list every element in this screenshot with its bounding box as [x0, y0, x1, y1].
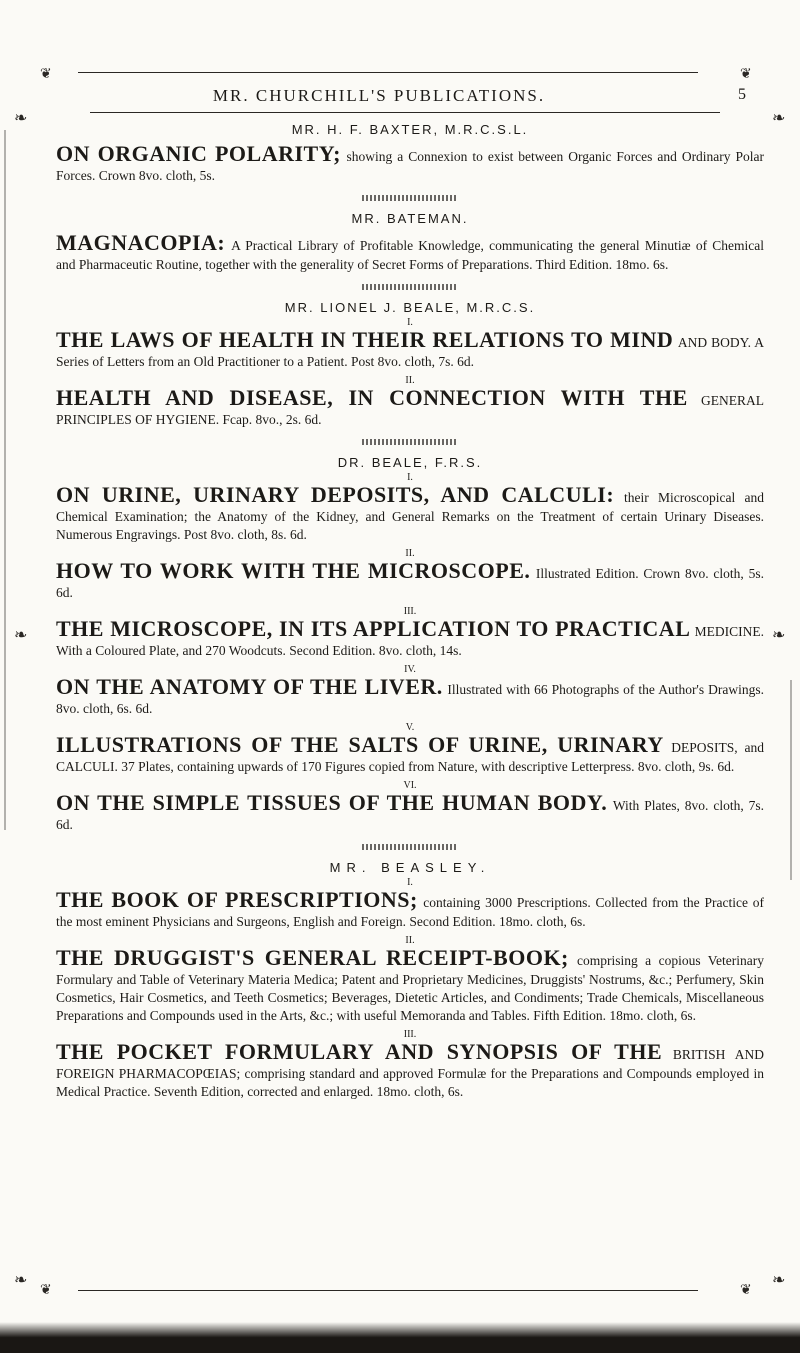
- entry-title: THE DRUGGIST'S GENERAL RECEIPT-BOOK;: [56, 945, 569, 970]
- catalogue-entry: [56, 327, 764, 371]
- entry-description: Illustrated Edition. Crown 8vo. cloth, 5s. 6d.: [56, 566, 765, 600]
- entry-title: THE MICROSCOPE, IN ITS APPLICATION TO PRACTICAL: [56, 616, 691, 641]
- entry-number: I.: [407, 472, 413, 483]
- left-border-ornament-bottom: ❧: [14, 1272, 28, 1289]
- entry-title: HOW TO WORK WITH THE MICROSCOPE.: [56, 558, 531, 583]
- entry-description: AND BODY. A Series of Letters from an Old Practitioner to a Patient. Post 8vo. cloth, 7s. 6d.: [56, 335, 765, 369]
- entry-number: II.: [405, 375, 415, 386]
- running-head: MR. CHURCHILL'S PUBLICATIONS.: [212, 86, 546, 105]
- entry-title: ON URINE, URINARY DEPOSITS, AND CALCULI:: [56, 482, 615, 507]
- entry-title: THE LAWS OF HEALTH IN THEIR RELATIONS TO MIND: [56, 327, 674, 352]
- footer-rule: [78, 1290, 698, 1291]
- left-border-line: [4, 130, 6, 830]
- entry-title: MAGNACOPIA:: [56, 230, 226, 255]
- entry-number: I.: [407, 317, 413, 328]
- entry-description: A Practical Library of Profitable Knowledge, communicating the general Minutiæ of Chemical and Pharmaceutic Routine, together with the generality of Secret Forms of Preparations. Third Edition. 18mo. 6s.: [56, 238, 765, 272]
- entry-title: HEALTH AND DISEASE, IN CONNECTION WITH THE: [56, 385, 688, 410]
- catalogue-entry: [56, 385, 764, 429]
- entry-title: THE POCKET FORMULARY AND SYNOPSIS OF THE: [56, 1039, 663, 1064]
- entry-description: GENERAL PRINCIPLES OF HYGIENE. Fcap. 8vo., 2s. 6d.: [56, 393, 764, 427]
- entry-description: showing a Connexion to exist between Organic Forces and Ordinary Polar Forces. Crown 8vo. cloth, 5s.: [56, 149, 765, 183]
- entry-number: III.: [403, 1029, 417, 1040]
- catalogue-entry: [56, 482, 764, 544]
- right-border-line: [790, 680, 792, 880]
- entry-title: ON ORGANIC POLARITY;: [56, 141, 341, 166]
- entry-title: THE BOOK OF PRESCRIPTIONS;: [56, 887, 418, 912]
- section-divider: [362, 195, 458, 201]
- right-border-ornament-bottom: ❧: [772, 1272, 786, 1289]
- entry-description: their Microscopical and Chemical Examination; the Anatomy of the Kidney, and General Remarks on the Treatment of certain Urinary Diseases. Numerous Engravings. Post 8vo. cloth, 8s. 6d.: [56, 490, 765, 542]
- entry-number: V.: [405, 722, 415, 733]
- entry-title: ON THE SIMPLE TISSUES OF THE HUMAN BODY.: [56, 790, 608, 815]
- section-divider: [362, 439, 458, 445]
- right-border-ornament-mid: ❧: [772, 627, 786, 644]
- author-heading: MR. LIONEL J. BEALE, M.R.C.S.: [284, 300, 536, 315]
- author-heading: MR. H. F. BAXTER, M.R.C.S.L.: [291, 122, 529, 137]
- left-border-ornament-top: ❧: [14, 110, 28, 127]
- entry-description: comprising a copious Veterinary Formulary and Table of Veterinary Materia Medica; Patent and Proprietary Medicines, Druggists' Nostrums, &c.; Perfumery, Skin Cosmetics, Hair Cosmetics, and Teeth Cosmetics; Beverages, Dietetic Articles, and Condiments; Trade Chemicals, Miscellaneous Preparations and Compounds used in the Arts, &c.; with useful Memoranda and Tables. Fifth Edition. 18mo. cloth, 6s.: [56, 953, 764, 1023]
- header-ornament-right: ❦: [740, 67, 752, 82]
- entry-title: ILLUSTRATIONS OF THE SALTS OF URINE, URINARY: [56, 732, 664, 757]
- catalogue-entry: [56, 887, 764, 931]
- catalogue-entry: [56, 141, 764, 185]
- catalogue-entry: [56, 230, 764, 274]
- entry-description: containing 3000 Prescriptions. Collected from the Practice of the most eminent Physicians and Surgeons, English and Foreign. Second Edition. 18mo. cloth, 6s.: [56, 895, 764, 929]
- entry-title: ON THE ANATOMY OF THE LIVER.: [56, 674, 443, 699]
- catalogue-content: [56, 112, 764, 1107]
- entry-number: II.: [405, 935, 415, 946]
- page-number: 5: [738, 86, 746, 103]
- entry-description: BRITISH AND FOREIGN PHARMACOPŒIAS; comprising standard and approved Formulæ for the Preparations and Compounds employed in Medical Practice. Seventh Edition, corrected and enlarged. 18mo. cloth, 6s.: [56, 1047, 765, 1099]
- author-heading: MR. BEASLEY.: [329, 860, 491, 875]
- left-border-ornament-mid: ❧: [14, 627, 28, 644]
- catalogue-entry: [56, 1039, 764, 1101]
- catalogue-entry: [56, 558, 764, 602]
- catalogue-entry: [56, 945, 764, 1025]
- footer-ornament-left: ❦: [40, 1283, 52, 1298]
- entry-number: I.: [407, 877, 413, 888]
- entry-number: VI.: [403, 780, 417, 791]
- catalogue-entry: [56, 674, 764, 718]
- author-heading: DR. BEALE, F.R.S.: [337, 455, 483, 470]
- entry-description: Illustrated with 66 Photographs of the Author's Drawings. 8vo. cloth, 6s. 6d.: [56, 682, 764, 716]
- entry-number: II.: [405, 548, 415, 559]
- author-heading: MR. BATEMAN.: [351, 211, 469, 226]
- entry-number: IV.: [404, 664, 416, 675]
- header-rule-top: [78, 72, 698, 73]
- entry-description: DEPOSITS, and CALCULI. 37 Plates, containing upwards of 170 Figures copied from Nature, with descriptive Letterpress. 8vo. cloth, 9s. 6d.: [56, 740, 764, 774]
- catalogue-entry: [56, 616, 764, 660]
- section-divider: [362, 284, 458, 290]
- right-border-ornament-top: ❧: [772, 110, 786, 127]
- entry-number: III.: [403, 606, 417, 617]
- page-edge-shadow: [0, 1322, 800, 1353]
- footer-ornament-right: ❦: [740, 1283, 752, 1298]
- catalogue-entry: [56, 790, 764, 834]
- entry-description: With Plates, 8vo. cloth, 7s. 6d.: [56, 798, 765, 832]
- catalogue-entry: [56, 732, 764, 776]
- section-divider: [362, 844, 458, 850]
- header-ornament-left: ❦: [40, 67, 52, 82]
- entry-description: MEDICINE. With a Coloured Plate, and 270 Woodcuts. Second Edition. 8vo. cloth, 14s.: [56, 624, 764, 658]
